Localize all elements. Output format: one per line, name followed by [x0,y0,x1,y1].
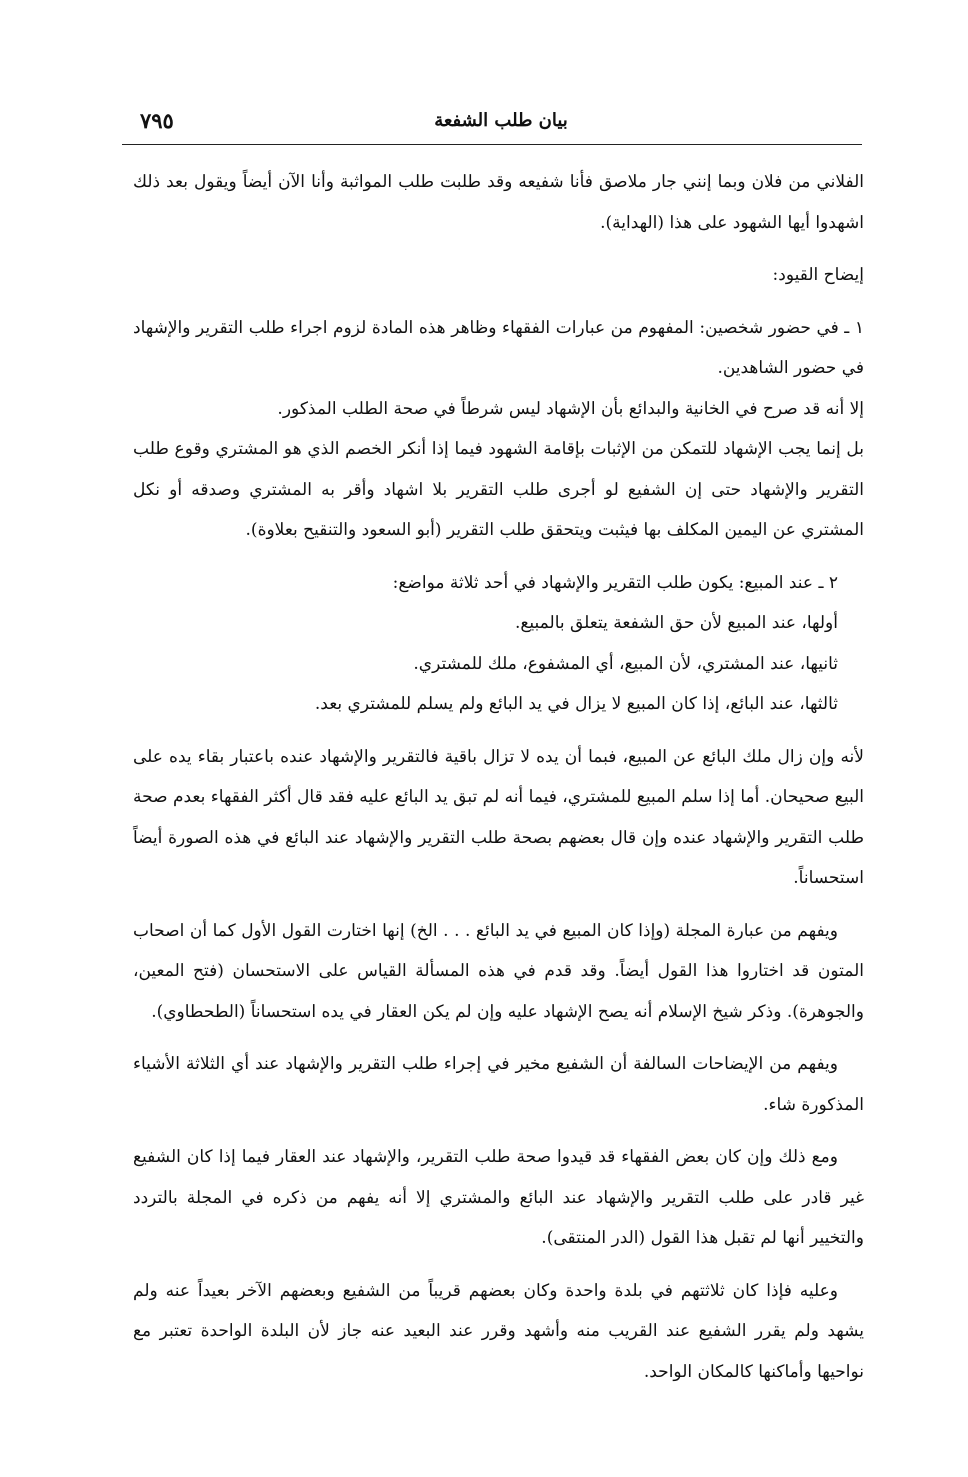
paragraph: ويفهم من عبارة المجلة (وإذا كان المبيع في يد البائع . . . الخ) إنها اختارت القول الأول كما أن اصحاب المتون قد اختاروا هذا القول أيضاً. وقد قدم في هذه المسألة القياس على الاستحسان (فتح المعين، والجوهرة). وذكر شيخ الإسلام أنه يصح الإشهاد عليه وإن لم يكن العقار في يده استحساناً (الطحطاوي). [133,920,864,1022]
list-item: أولها، عند المبيع لأن حق الشفعة يتعلق بالمبيع. [514,613,838,633]
paragraph: ويفهم من الإيضاحات السالفة أن الشفيع مخير في إجراء طلب التقرير والإشهاد عند أي الثلاثة الأشياء المذكورة شاء. [133,1054,864,1115]
paragraph-continuation: الفلاني من فلان وبما إنني جار ملاصق فأنا شفيعه وقد طلبت طلب المواثبة وأنا الآن أيضاً ويقول بعد ذلك اشهدوا أيها الشهود على هذا (الهداية). [133,172,864,233]
list-item: ثالثها، عند البائع، إذا كان المبيع لا يزال في يد البائع ولم يسلم للمشتري بعد. [314,694,838,714]
paragraph-item-1: ١ ـ في حضور شخصين: المفهوم من عبارات الفقهاء وظاهر هذه المادة لزوم اجراء طلب التقرير والإشهاد في حضور الشاهدين. [133,317,864,378]
running-title: بيان طلب الشفعة [434,110,568,131]
page-body [133,162,864,1392]
paragraph: لأنه وإن زال ملك البائع عن المبيع، فبما أن يده لا تزال باقية فالتقرير والإشهاد عنده باعتبار بقاء يده على البيع صحيحان. أما إذا سلم المبيع للمشتري، فيما أنه لم تبق يد البائع عليه فقد قال أكثر الفقهاء بعدم صحة طلب التقرير والإشهاد عنده وإن قال بعضهم بصحة طلب التقرير والإشهاد عند البائع في هذه الصورة أيضاً استحساناً. [133,746,864,888]
page-header [140,108,862,144]
paragraph: ومع ذلك وإن كان بعض الفقهاء قد قيدوا صحة طلب التقرير، والإشهاد عند العقار فيما إذا كان الشفيع غير قادر على طلب التقرير والإشهاد عند البائع والمشتري إلا أنه يفهم من ذكره في المجلة بالتردد والتخيير أنها لم تقبل هذا القول (الدر المنتقى). [133,1147,864,1248]
paragraph: وعليه فإذا كان ثلاثتهم في بلدة واحدة وكان بعضهم قريباً من الشفيع وبعضهم الآخر بعيداً عنه ولم يشهد ولم يقرر الشفيع عند القريب منه وأشهد وقرر عند البعيد عنه جاز لأن البلدة الواحدة تعتبر مع نواحيها وأماكنها كالمكان الواحد. [133,1280,864,1382]
section-heading: إيضاح القيود: [772,265,864,285]
header-rule [122,144,862,145]
paragraph: إلا أنه قد صرح في الخانية والبدائع بأن الإشهاد ليس شرطاً في صحة الطلب المذكور. [277,398,864,419]
page-number: ٧٩٥ [140,108,174,133]
paragraph: بل إنما يجب الإشهاد للتمكن من الإثبات بإقامة الشهود فيما إذا أنكر الخصم الذي هو المشتري وقوع طلب التقرير والإشهاد حتى إن الشفيع لو أجرى طلب التقرير بلا اشهاد وأقر به المشتري وصدقه أو نكل المشتري عن اليمين المكلف بها فيثبت ويتحقق طلب التقرير (أبو السعود والتنقيح بعلاوة). [133,439,864,540]
list-item: ثانيها، عند المشتري، لأن المبيع، أي المشفوع، ملك للمشتري. [413,653,838,674]
paragraph-item-2: ٢ ـ عند المبيع: يكون طلب التقرير والإشهاد في أحد ثلاثة مواضع: [392,572,838,593]
